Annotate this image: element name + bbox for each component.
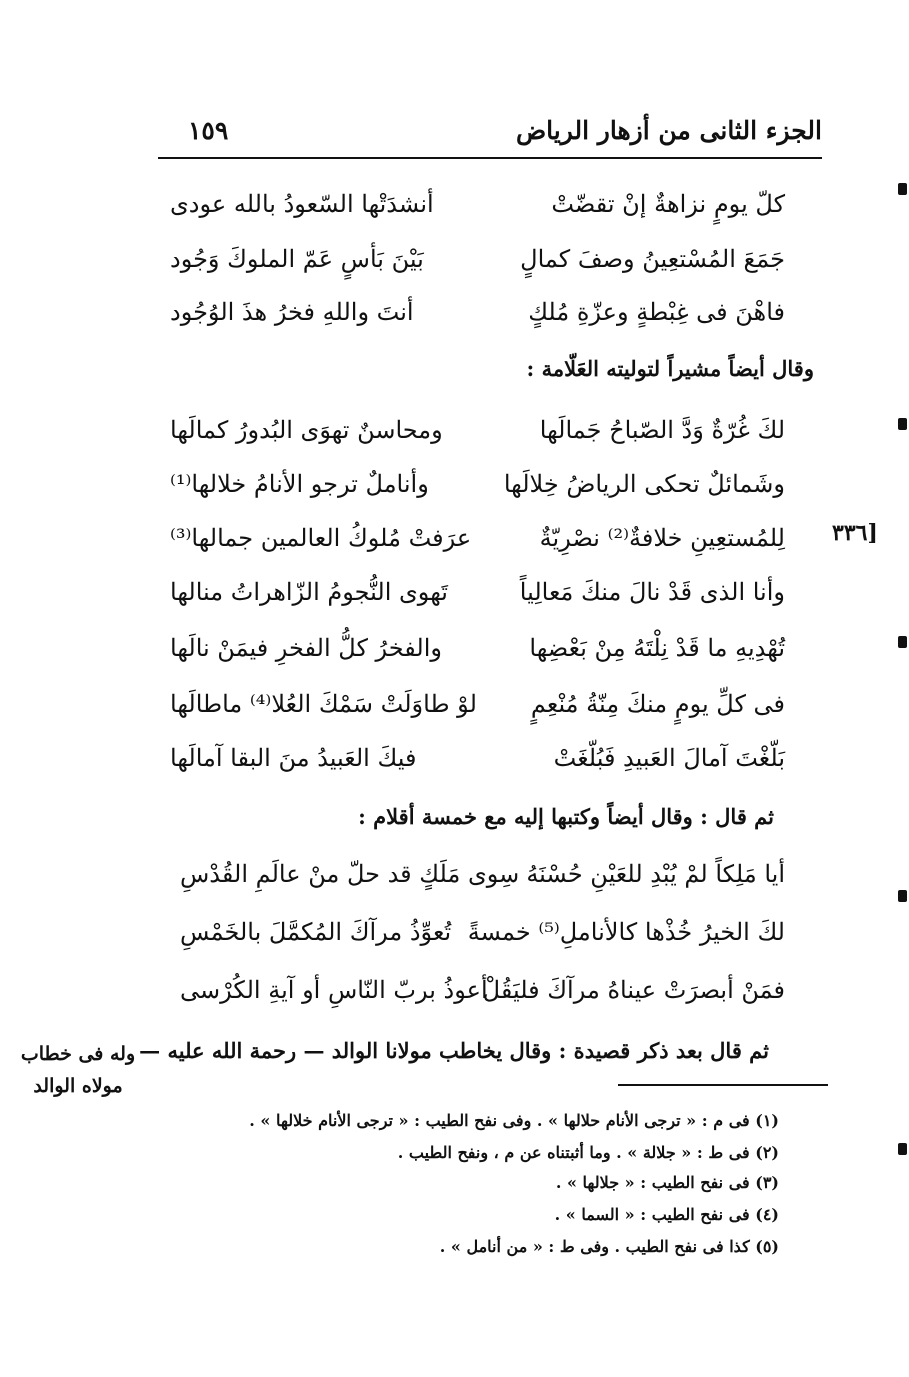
footnote: (٥) كذا فى نفح الطيب . وفى ط : « من أنامل » . [439,1237,779,1256]
hemistich-first: لكَ غُرّةٌ وَدَّ الصّباحُ جَمالَها [539,416,785,444]
hemistich-second: سِوى مَلَكٍ قد حلّ منْ عالَمِ القُدْسِ [180,860,520,888]
margin-note-line: مولاه الوالد [33,1075,123,1097]
header-rule [158,157,822,159]
hemistich-first: فمَنْ أبصرَتْ عيناهُ مرآكَ فليَقُلْ [482,976,785,1004]
hemistich-second: أعوذُ بربّ النّاسِ أو آيةِ الكُرْسى [180,976,488,1004]
page-number: ١٥٩ [188,116,229,145]
hemistich-first: لِلمُستعِينِ خلافةٌ⁽²⁾ نصْرِيّةٌ [539,524,785,552]
hemistich-second: والفخرُ كلُّ الفخرِ فيمَنْ نالَها [170,634,442,662]
hemistich-first: أيا مَلِكاً لمْ يُبْدِ للعَيْنِ حُسْنَهُ [526,860,785,888]
footnote: (٤) فى نفح الطيب : « السما » . [554,1205,779,1224]
verse-line [150,180,790,228]
prose-line: وقال أيضاً مشيراً لتوليته العَلّامة : [526,356,814,381]
hemistich-second: بَيْنَ بَأسٍ عَمّ الملوكَ وَجُود [170,245,424,273]
hemistich-second: عرَفتْ مُلوكُ العالمين جمالها⁽³⁾ [170,524,472,552]
hemistich-second: وأناملٌ ترجو الأنامُ خلالها⁽¹⁾ [170,470,429,498]
footnote-rule [618,1084,828,1086]
margin-page-number: [٣٣٦ [832,520,878,546]
prose-line: ثم قال : وقال أيضاً وكتبها إليه مع خمسة أقلام : [358,804,774,829]
edge-mark [898,890,907,902]
hemistich-second: لوْ طاوَلَتْ سَمْكَ العُلا⁽⁴⁾ ماطالَها [170,690,477,718]
edge-mark [898,636,907,648]
hemistich-first: وشَمائلٌ تحكى الرياضُ خِلالَها [503,470,785,498]
footnote: (٣) فى نفح الطيب : « جلالها » . [555,1173,779,1192]
verse-line [150,966,790,1014]
verse-line [150,680,790,728]
hemistich-second: أنشدَتْها السّعودُ بالله عودى [170,190,434,218]
hemistich-first: لكَ الخيرُ خُذْها كالأناملِ⁽⁵⁾ خمسةً [467,918,785,946]
verse-line [150,568,790,616]
margin-note-line: وله فى خطاب [20,1043,136,1065]
verse-line [150,624,790,672]
verse-line [150,460,790,508]
footnote: (٢) فى ط : « جلالة » . وما أثبتناه عن م ، ونفح الطيب . [397,1143,779,1162]
hemistich-second: فيكَ العَبيدُ منَ البقا آمالَها [170,744,417,772]
edge-mark [898,418,907,430]
hemistich-first: تُهْدِيهِ ما قَدْ نِلْتَهُ مِنْ بَعْضِها [529,634,785,662]
header-title: الجزء الثانى من أزهار الرياض [515,116,822,145]
hemistich-second: أنتَ واللهِ فخرُ هذَ الوُجُود [170,298,414,326]
verse-line [150,406,790,454]
hemistich-second: ومحاسنٌ تهوَى البُدورُ كمالَها [170,416,443,444]
verse-line [150,514,790,562]
margin-note [18,1038,138,1102]
hemistich-first: بَلّغْتَ آمالَ العَبيدِ فَبُلّغَتْ [553,744,785,772]
prose-line: ثم قال بعد ذكر قصيدة : وقال يخاطب مولانا الوالد — رحمة الله عليه — [139,1038,769,1063]
hemistich-first: وأنا الذى قَدْ نالَ منكَ مَعالِياً [519,578,785,606]
verse-line [150,850,790,898]
hemistich-first: فاهْنَ فى غِبْطةٍ وعزّةِ مُلكٍ [528,298,785,326]
hemistich-first: كلّ يومٍ نزاهةٌ إنْ تقضّتْ [551,190,785,218]
verse-line [150,288,790,336]
verse-line [150,734,790,782]
footnote: (١) فى م : « ترجى الأنام حلالها » . وفى نفح الطيب : « ترجى الأنام خلالها » . [249,1111,779,1130]
running-header [158,112,822,152]
verse-line [150,235,790,283]
verse-line [150,908,790,956]
hemistich-first: فى كلِّ يومٍ منكَ مِنّةُ مُنْعِمٍ [530,690,785,718]
hemistich-first: جَمَعَ المُسْتعِينُ وصفَ كمالٍ [520,245,785,273]
edge-mark [898,183,907,195]
edge-mark [898,1143,907,1155]
hemistich-second: تُعوِّذُ مرآكَ المُكمَّلَ بالخَمْسِ [180,918,452,946]
hemistich-second: تَهوى النُّجومُ الزّاهراتُ منالها [170,578,448,606]
